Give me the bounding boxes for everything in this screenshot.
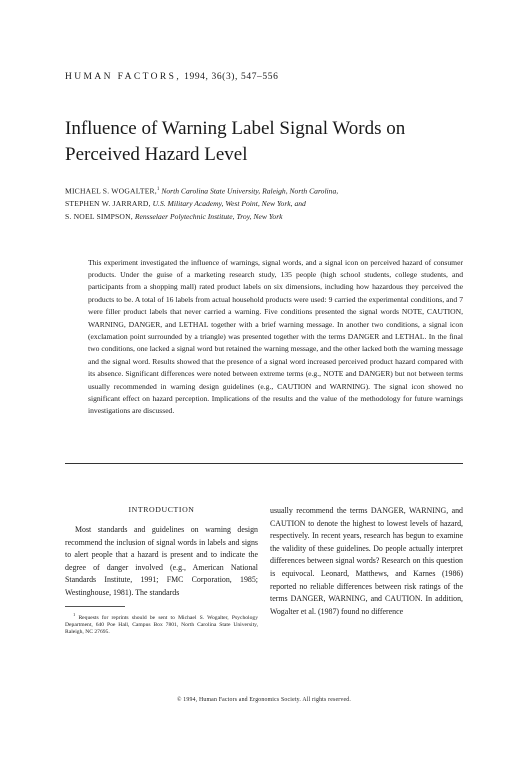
author-line <box>65 198 485 211</box>
author-list <box>65 184 485 223</box>
copyright-notice: © 1994, Human Factors and Ergonomics Society. All rights reserved. <box>177 697 351 703</box>
footnote-marker: 1 <box>73 611 76 617</box>
abstract: This experiment investigated the influence of warnings, signal words, and a signal icon on perceived hazard of consumer products. Under the guise of a marketing research study, 135 people (high school students, college students, and participants from a shopping mall) rated product labels on six dimensions, including how hazardous they perceived the products to be. A total of 16 labels from actual household products were used: 9 carried the experimental conditions, and 7 were filler product labels that never carried a warning. Five conditions presented the signal words NOTE, CAUTION, WARNING, DANGER, and LETHAL together with a brief warning message. In another two conditions, a signal icon (exclamation point surrounded by a triangle) was presented together with the terms DANGER and LETHAL. In the final two conditions, one lacked a signal word but retained the warning message, and the other lacked both the warning message and the signal word. Results showed that the presence of a signal word increased perceived product hazard compared with its absence. Significant differences were noted between extreme terms (e.g., NOTE and DANGER) but not between terms usually recommended in warning design guidelines (e.g., CAUTION and WARNING). The signal icon showed no significant effect on hazard perception. Implications of the results and the value of the methodology for future warnings investigations are discussed. <box>88 257 463 416</box>
footnote <box>65 611 258 637</box>
abstract-divider <box>65 463 463 464</box>
author-footnote-marker: 1 <box>156 187 160 192</box>
title-line-1: Influence of Warning Label Signal Words on <box>65 118 406 139</box>
left-column <box>65 505 258 637</box>
intro-paragraph-continued: usually recommend the terms DANGER, WARNING, and CAUTION to denote the highest to lowest levels of hazard, respectively. In recent years, research has begun to examine the validity of these guidelines. Do people actually interpret differences between signal words? Research on this question is equivocal. Leonard, Matthews, and Karnes (1986) reported no reliable differences between risk ratings of the terms DANGER, WARNING, and CAUTION. In addition, Wogalter et al. (1987) found no difference <box>270 506 463 616</box>
intro-paragraph: Most standards and guidelines on warning design recommend the inclusion of signal words in labels and signs to alert people that a hazard is present and to indicate the degree of danger involved (e.g., American National Standards Institute, 1991; FMC Corporation, 1985; Westinghouse, 1981). The standards <box>65 525 258 597</box>
footnote-divider <box>65 606 125 607</box>
section-heading-introduction: INTRODUCTION <box>128 505 195 514</box>
title-line-2: Perceived Hazard Level <box>65 144 248 165</box>
author-name: S. NOEL SIMPSON, <box>65 211 133 221</box>
journal-issue: 1994, 36(3), 547–556 <box>184 72 279 82</box>
author-line <box>65 211 485 224</box>
author-affiliation: U.S. Military Academy, West Point, New York, and <box>152 199 306 209</box>
footnote-text: Requests for reprints should be sent to Michael S. Wogalter, Psychology Department, 640 Poe Hall, Campus Box 7801, North Carolina State University, Raleigh, NC 27695. <box>65 614 258 636</box>
right-column <box>270 505 463 618</box>
journal-name: HUMAN FACTORS, <box>65 72 182 82</box>
author-affiliation: North Carolina State University, Raleigh, North Carolina, <box>161 186 339 196</box>
author-name: STEPHEN W. JARRARD, <box>65 199 151 209</box>
author-affiliation: Rensselaer Polytechnic Institute, Troy, New York <box>134 211 283 221</box>
article-title <box>65 116 485 168</box>
author-name: MICHAEL S. WOGALTER, <box>65 186 157 196</box>
author-line <box>65 184 485 198</box>
journal-citation <box>65 72 465 82</box>
